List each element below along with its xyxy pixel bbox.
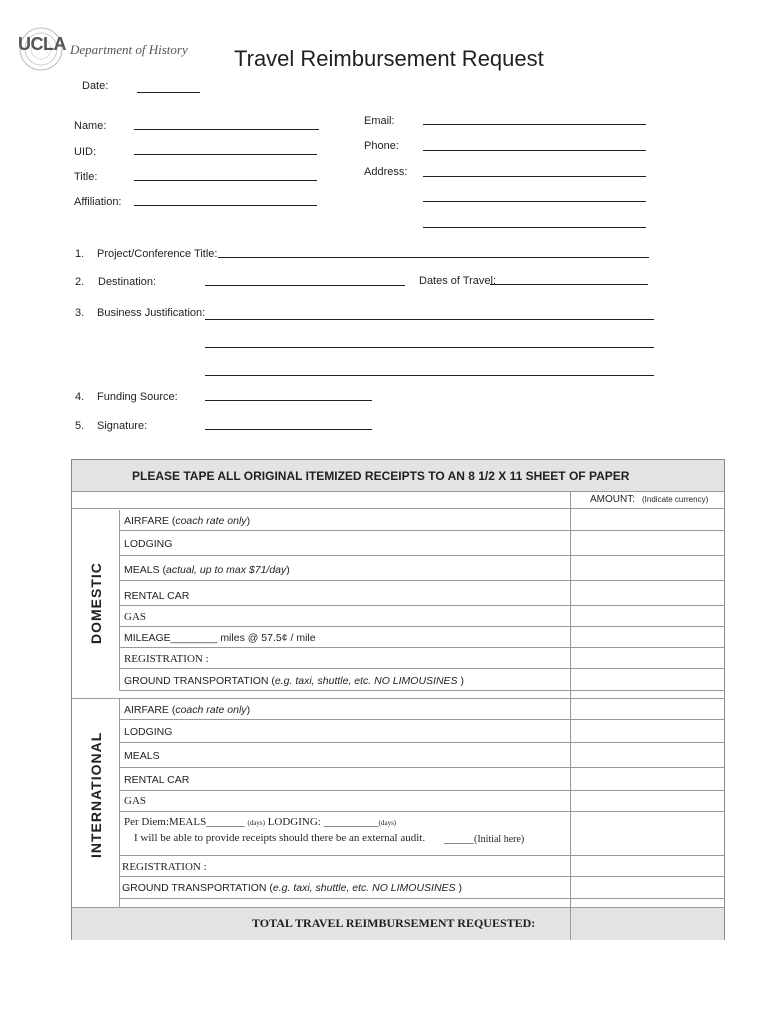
table-row — [120, 627, 724, 648]
table-row — [120, 531, 724, 556]
total-label: TOTAL TRAVEL REIMBURSEMENT REQUESTED: — [252, 916, 536, 930]
table-row — [120, 791, 724, 812]
destination-label: Destination: — [98, 276, 157, 288]
initial-field[interactable]: ______(Initial here) — [444, 834, 525, 845]
item-number: 4. — [75, 391, 85, 403]
page-title: Travel Reimbursement Request — [234, 46, 544, 71]
amount-header-row — [72, 492, 724, 509]
registration-label: REGISTRATION : — [124, 653, 209, 665]
item-number: 3. — [75, 307, 85, 319]
affiliation-label: Affiliation: — [74, 196, 122, 208]
gas-label: GAS — [124, 795, 147, 807]
affiliation-field[interactable] — [134, 205, 317, 206]
receipts-statement: I will be able to provide receipts should there be an external audit. — [134, 832, 426, 844]
item-number: 1. — [75, 248, 85, 260]
domestic-side — [72, 510, 120, 691]
table-row — [120, 606, 724, 627]
international-label: INTERNATIONAL — [88, 731, 104, 858]
email-label: Email: — [364, 115, 395, 127]
rental-car-label: RENTAL CAR — [124, 774, 190, 786]
table-row — [120, 720, 724, 743]
funding-field[interactable] — [205, 400, 372, 401]
table-row — [120, 877, 724, 899]
meals-label: MEALS — [124, 750, 160, 762]
table-header-text: PLEASE TAPE ALL ORIGINAL ITEMIZED RECEIPTS TO AN 8 1/2 X 11 SHEET OF PAPER — [132, 469, 630, 483]
table-row — [120, 669, 724, 691]
phone-field[interactable] — [423, 150, 646, 151]
funding-label: Funding Source: — [97, 391, 178, 403]
lodging-label: LODGING — [124, 726, 173, 738]
phone-label: Phone: — [364, 140, 399, 152]
destination-field[interactable] — [205, 285, 405, 286]
item-number: 5. — [75, 420, 85, 432]
table-row — [120, 812, 724, 856]
international-side — [72, 699, 120, 908]
date-field[interactable] — [137, 92, 200, 93]
table-row — [120, 648, 724, 669]
justification-field-3[interactable] — [205, 375, 654, 376]
table-row — [120, 856, 724, 877]
signature-label: Signature: — [97, 420, 148, 432]
lodging-label: LODGING — [124, 538, 173, 550]
table-row — [120, 581, 724, 606]
receipts-table — [71, 459, 725, 940]
ground-transport-label: GROUND TRANSPORTATION (e.g. taxi, shuttle, etc. NO LIMOUSINES ) — [124, 675, 464, 687]
name-field[interactable] — [134, 129, 319, 130]
address-field-3[interactable] — [423, 227, 646, 228]
amount-label: AMOUNT: — [590, 494, 635, 505]
amount-column-divider — [570, 908, 571, 940]
table-row — [120, 743, 724, 768]
ucla-logo: UCLA — [18, 34, 66, 54]
uid-label: UID: — [74, 146, 96, 158]
ground-transport-label: GROUND TRANSPORTATION (e.g. taxi, shuttle, etc. NO LIMOUSINES ) — [122, 882, 462, 894]
table-row — [120, 699, 724, 720]
amount-note: (Indicate currency) — [642, 495, 709, 504]
meals-label: MEALS (actual, up to max $71/day) — [124, 564, 290, 576]
date-label: Date: — [82, 80, 109, 92]
email-field[interactable] — [423, 124, 646, 125]
project-field[interactable] — [218, 257, 649, 258]
table-row — [120, 556, 724, 581]
title-field[interactable] — [134, 180, 317, 181]
total-row — [72, 908, 724, 940]
item-number: 2. — [75, 276, 85, 288]
justification-field-1[interactable] — [205, 319, 654, 320]
rental-car-label: RENTAL CAR — [124, 590, 190, 602]
dates-field[interactable] — [490, 284, 648, 285]
table-header — [72, 460, 724, 492]
department-name: Department of History — [70, 42, 188, 57]
table-row — [120, 510, 724, 531]
title-label: Title: — [74, 171, 98, 183]
per-diem-label: Per Diem:MEALS_______ (days) LODGING: __________(days) — [124, 816, 397, 828]
justification-label: Business Justification: — [97, 307, 206, 319]
address-label: Address: — [364, 166, 408, 178]
address-field-1[interactable] — [423, 176, 646, 177]
dates-label: Dates of Travel: — [419, 275, 497, 287]
justification-field-2[interactable] — [205, 347, 654, 348]
domestic-label: DOMESTIC — [88, 562, 104, 644]
section-spacer — [72, 899, 724, 908]
airfare-label: AIRFARE (coach rate only) — [124, 704, 251, 716]
section-spacer — [72, 691, 724, 699]
uid-field[interactable] — [134, 154, 317, 155]
airfare-label: AIRFARE (coach rate only) — [124, 515, 251, 527]
signature-field[interactable] — [205, 429, 372, 430]
registration-label: REGISTRATION : — [122, 861, 207, 873]
table-row — [120, 768, 724, 791]
mileage-label: MILEAGE________ miles @ 57.5¢ / mile — [124, 632, 316, 644]
gas-label: GAS — [124, 611, 147, 623]
address-field-2[interactable] — [423, 201, 646, 202]
project-label: Project/Conference Title: — [97, 248, 218, 260]
name-label: Name: — [74, 120, 107, 132]
